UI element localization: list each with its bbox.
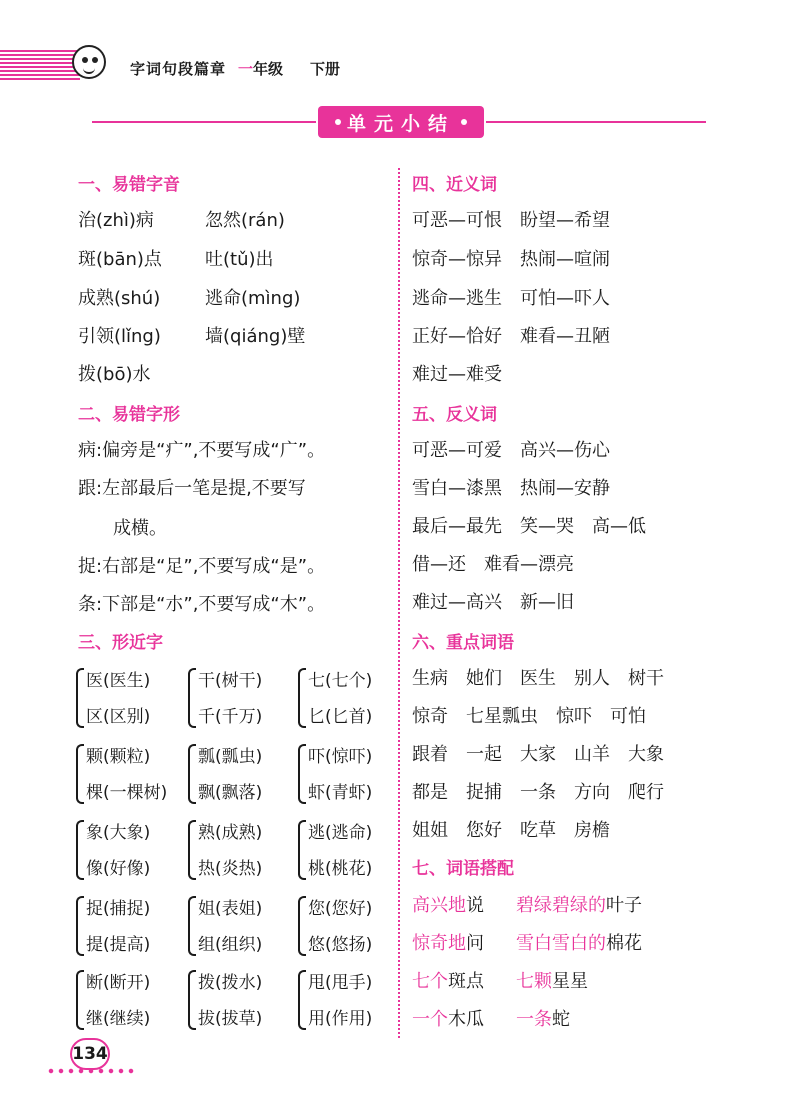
collocation-item: 七颗星星 bbox=[516, 971, 588, 992]
section-title-antonyms: 五、反义词 bbox=[412, 405, 497, 425]
pinyin-item: 斑(bān)点 bbox=[78, 249, 162, 270]
similar-char-pair: 瓢(瓢虫) 飘(飘落) bbox=[188, 742, 298, 808]
similar-char-pair: 干(树干) 千(千万) bbox=[188, 666, 298, 732]
collocation-item: 惊奇地问 bbox=[412, 933, 484, 954]
pinyin-item: 拨(bō)水 bbox=[78, 364, 151, 385]
similar-char-pair: 七(七个) 匕(匕首) bbox=[298, 666, 408, 732]
similar-char-pair: 逃(逃命) 桃(桃花) bbox=[298, 818, 408, 884]
antonym-line: 最后—最先 笑—哭 高—低 bbox=[412, 516, 646, 537]
unit-summary-banner: 单 元 小 结 bbox=[318, 106, 484, 138]
banner-line-left bbox=[92, 121, 316, 123]
collocation-item: 雪白雪白的棉花 bbox=[516, 933, 642, 954]
antonym-line: 雪白—漆黑 热闹—安静 bbox=[412, 478, 610, 499]
grade-label: 一年级 bbox=[238, 60, 284, 78]
pinyin-item: 墙(qiáng)壁 bbox=[205, 326, 306, 347]
banner-line-right bbox=[486, 121, 706, 123]
synonym-line: 逃命—逃生 可怕—吓人 bbox=[412, 288, 610, 309]
similar-char-pair: 熟(成熟) 热(炎热) bbox=[188, 818, 298, 884]
collocation-item: 一条蛇 bbox=[516, 1009, 570, 1030]
section-title-word-collocation: 七、词语搭配 bbox=[412, 859, 514, 879]
header-stripes bbox=[0, 50, 80, 80]
synonym-line: 惊奇—惊异 热闹—喧闹 bbox=[412, 249, 610, 270]
collocation-item: 碧绿碧绿的叶子 bbox=[516, 895, 642, 916]
similar-char-pair: 拨(拨水) 拔(拔草) bbox=[188, 968, 298, 1034]
similar-char-pair: 捉(捕捉) 提(提高) bbox=[76, 894, 186, 960]
cartoon-face-icon bbox=[72, 45, 106, 79]
synonym-line: 可恶—可恨 盼望—希望 bbox=[412, 210, 610, 231]
collocation-item: 一个木瓜 bbox=[412, 1009, 484, 1030]
similar-char-pair: 甩(甩手) 用(作用) bbox=[298, 968, 408, 1034]
pinyin-item: 引领(lǐng) bbox=[78, 326, 161, 347]
antonym-line: 借—还 难看—漂亮 bbox=[412, 554, 574, 575]
antonym-line: 难过—高兴 新—旧 bbox=[412, 592, 574, 613]
similar-char-pair: 吓(惊吓) 虾(青虾) bbox=[298, 742, 408, 808]
key-words-line: 姐姐 您好 吃草 房檐 bbox=[412, 820, 610, 841]
book-title: 字词句段篇章 bbox=[130, 60, 227, 78]
character-form-note: 跟:左部最后一笔是提,不要写 bbox=[78, 478, 306, 499]
pinyin-item: 逃命(mìng) bbox=[205, 288, 301, 309]
similar-char-pair: 断(断开) 继(继续) bbox=[76, 968, 186, 1034]
character-form-note: 病:偏旁是“疒”,不要写成“广”。 bbox=[78, 440, 326, 461]
similar-char-pair: 姐(表姐) 组(组织) bbox=[188, 894, 298, 960]
page-number: 134 bbox=[70, 1038, 110, 1070]
antonym-line: 可恶—可爱 高兴—伤心 bbox=[412, 440, 610, 461]
collocation-item: 七个斑点 bbox=[412, 971, 484, 992]
key-words-line: 跟着 一起 大家 山羊 大象 bbox=[412, 744, 664, 765]
pinyin-item: 治(zhì)病 bbox=[78, 210, 154, 231]
section-title-key-words: 六、重点词语 bbox=[412, 633, 514, 653]
volume-label: 下册 bbox=[310, 60, 341, 78]
character-form-note: 捉:右部是“足”,不要写成“是”。 bbox=[78, 556, 326, 577]
synonym-line: 难过—难受 bbox=[412, 364, 502, 385]
key-words-line: 生病 她们 医生 别人 树干 bbox=[412, 668, 664, 689]
pinyin-item: 忽然(rán) bbox=[205, 210, 285, 231]
similar-char-pair: 颗(颗粒) 棵(一棵树) bbox=[76, 742, 186, 808]
similar-char-pair: 您(您好) 悠(悠扬) bbox=[298, 894, 408, 960]
section-title-synonyms: 四、近义词 bbox=[412, 175, 497, 195]
similar-char-pair: 医(医生) 区(区别) bbox=[76, 666, 186, 732]
character-form-note: 成横。 bbox=[113, 518, 167, 539]
synonym-line: 正好—恰好 难看—丑陋 bbox=[412, 326, 610, 347]
section-title-character-form: 二、易错字形 bbox=[78, 405, 180, 425]
section-title-similar-characters: 三、形近字 bbox=[78, 633, 163, 653]
key-words-line: 惊奇 七星瓢虫 惊吓 可怕 bbox=[412, 706, 646, 727]
section-title-pronunciation: 一、易错字音 bbox=[78, 175, 180, 195]
character-form-note: 条:下部是“朩”,不要写成“木”。 bbox=[78, 594, 326, 615]
pinyin-item: 成熟(shú) bbox=[78, 288, 161, 309]
collocation-item: 高兴地说 bbox=[412, 895, 484, 916]
key-words-line: 都是 捉捕 一条 方向 爬行 bbox=[412, 782, 664, 803]
similar-char-pair: 象(大象) 像(好像) bbox=[76, 818, 186, 884]
pinyin-item: 吐(tǔ)出 bbox=[205, 249, 274, 270]
